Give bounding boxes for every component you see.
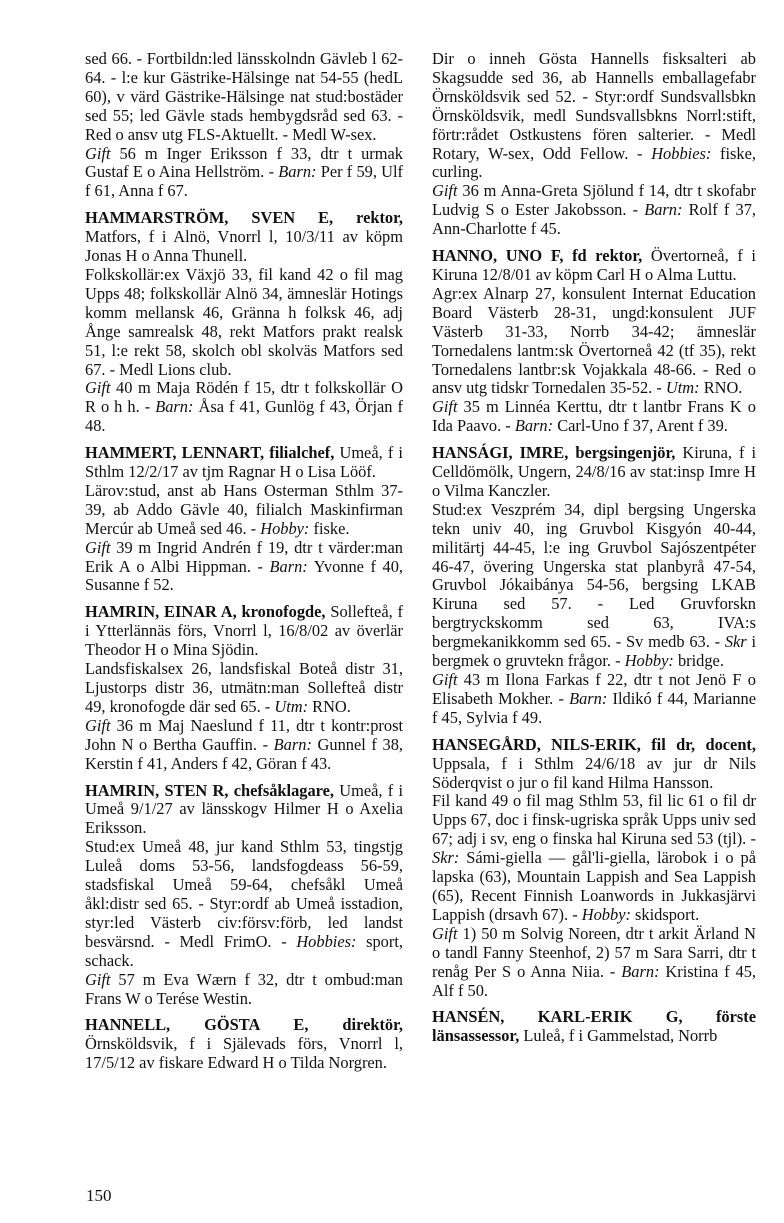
entry-family: [432, 925, 756, 1001]
entry-heading: HAMRIN, EINAR A, kronofogde,: [85, 602, 326, 622]
page-number: 150: [86, 1186, 112, 1205]
entry-career: [432, 285, 756, 398]
entry-heading-line: [432, 1008, 756, 1046]
entry-heading: HANSÁGI, IMRE, bergsingenjör,: [432, 443, 676, 463]
entry-career: [85, 838, 403, 970]
entry-birth: Umeå, f i Sthlm 12/2/17 av tjm Ragnar H o Lisa Lööf.: [85, 443, 403, 482]
entry-text: [85, 50, 403, 201]
entry-career: [432, 792, 756, 924]
entry-hansagi: [432, 444, 756, 728]
entry-heading: HAMMERT, LENNART, filialchef,: [85, 443, 335, 463]
entry-spouse: 57 m Eva Wærn f 32, dtr t ombud:man Frans W o Terése Westin.: [85, 969, 403, 1008]
label-gift: Gift: [85, 378, 111, 398]
entry-career: Folkskollär:ex Växjö 33, fil kand 42 o fil mag Upps 48; folkskollär Alnö 34, ämneslär Hotings komm mellansk 46, Gränna h folksk 46, adj Ånge samrealsk 48, rekt Matfors prakt realsk 51, l:e rekt 58, skolch obl skolväs Matfors sed 67. - Medl Lions club.: [85, 264, 403, 379]
entry-birth: Örnsköldsvik, f i Själevads förs, Vnorrl l, 17/5/12 av fiskare Edward H o Tilda Norgren.: [85, 1034, 403, 1073]
label-utm: Utm:: [274, 696, 309, 716]
entry-career-text: Dir o inneh Gösta Hannells fisksalteri ab Skagsudde sed 36, ab Hannells emballagefabr Örnsköldsvik sed 52. - Styr:ordf Sundsvallsbkn Örnsköldsvik, medl Sundsvallsbkns Norrl:stift, förtr:rådet Ostkustens fören salterier. - Medl Rotary, W-sex, Odd Fellow. -: [432, 49, 756, 163]
entry-career-text: Stud:ex Veszprém 34, dipl bergsing Ungerska tekn univ 40, ing Gruvbol Kisgyón 40-44, militärtj 44-45, l:e ing Gruvbol Sajószentpéter 46-47, övering Ungerska stat planbyrå 47-54, Gruvbol Jókaibánya 54-56, bergsing LKAB Kiruna sed 57. - Led Gruvforskn bergtryckskomm sed 63, IVA:s bergmekanikkomm sed 65. - Sv medb 63. -: [432, 499, 756, 652]
left-column: [85, 50, 403, 1073]
entry-family: [432, 398, 756, 436]
entry-hobby: bridge.: [673, 651, 724, 671]
entry-career: sed 66. - Fortbildn:led länsskolndn Gävleb l 62-64. - l:e kur Gästrike-Hälsinge nat 54-55 (hedL 60), v värd Gästrike-Hälsinge nat stud:bostäder sed 55; led Gävle stads hembygdsråd sed 63. - Red o ansv utg FLS-Aktuellt. - Medl W-sex.: [85, 49, 403, 144]
entry-heading-line: [432, 247, 756, 285]
entry-career-text: Fil kand 49 o fil mag Sthlm 53, fil lic 61 o fil dr Upps 67, doc i finsk-ugriska språk Upps univ sed 67; adj i sv, eng o finska hal Kiruna sed 53 (tjl). -: [432, 791, 756, 849]
entry-spouse: 35 m Linnéa Kerttu, dtr t lantbr Frans K o Ida Paavo. -: [432, 397, 756, 436]
entry-family: [85, 539, 403, 596]
entry-writings: i bergmek o gruvtekn frågor. -: [432, 632, 756, 671]
entry-family: [85, 379, 403, 436]
entry-spouse: 36 m Anna-Greta Sjölund f 14, dtr t skofabr Ludvig S o Ester Jakobsson. -: [432, 181, 756, 220]
label-gift: Gift: [432, 670, 458, 689]
entry-children: Gunnel f 38, Kerstin f 41, Anders f 42, Göran f 43.: [85, 734, 403, 773]
entry-honors: RNO.: [308, 696, 351, 716]
label-barn: Barn:: [269, 556, 308, 576]
entry-honors: RNO.: [699, 378, 743, 398]
entry-hammarstrom: [85, 209, 403, 436]
entry-children: Kristina f 45, Alf f 50.: [432, 961, 756, 1000]
entry-children: Yvonne f 40, Susanne f 52.: [85, 556, 403, 595]
right-column: [432, 50, 756, 1046]
entry-career: [432, 50, 756, 182]
label-gift: Gift: [432, 397, 458, 417]
entry-children: Åsa f 41, Gunlög f 43, Örjan f 48.: [85, 397, 403, 436]
entry-birth: Uppsala, f i Sthlm 24/6/18 av jur dr Nils Söderqvist o jur o fil kand Hilma Hansson.: [432, 753, 756, 792]
label-gift: Gift: [432, 923, 458, 943]
label-barn: Barn:: [155, 397, 194, 417]
entry-heading-line: [432, 444, 756, 501]
entry-children: Carl-Uno f 37, Arent f 39.: [553, 416, 728, 436]
label-gift: Gift: [85, 537, 111, 557]
entry-heading-line: [85, 782, 403, 839]
label-gift: Gift: [85, 969, 111, 989]
entry-heading-line: [85, 209, 403, 266]
entry-spouse: 1) 50 m Solvig Noreen, dtr t arkit Ärland N o tandl Fanny Steenhof, 2) 57 m Sara Sarri, dtr t renåg Per S o Anna Niia. -: [432, 923, 756, 981]
label-barn: Barn:: [621, 961, 660, 981]
entry-spouse: 40 m Maja Rödén f 15, dtr t folkskollär O R o h h. -: [85, 378, 403, 417]
entry-birth: Övertorneå, f i Kiruna 12/8/01 av köpm Carl H o Alma Luttu.: [432, 246, 756, 284]
label-hobbies: Hobbies:: [651, 143, 712, 163]
label-barn: Barn:: [644, 200, 683, 220]
label-utm: Utm:: [665, 378, 700, 398]
entry-continuation: [85, 50, 403, 201]
label-barn: Barn:: [278, 162, 317, 182]
entry-hobby: skidsport.: [630, 904, 700, 924]
entry-hobby: fiske.: [309, 518, 350, 538]
entry-heading: HAMMARSTRÖM, SVEN E, rektor,: [85, 208, 403, 228]
entry-children: Ildikó f 44, Marianne f 45, Sylvia f 49.: [432, 688, 756, 727]
label-skr: Skr:: [432, 848, 460, 868]
entry-career-text: Stud:ex Umeå 48, jur kand Sthlm 53, tingstjg Luleå doms 53-56, landsfogdeass 56-59, stadsfiskal Umeå 59-64, chefsåkl Umeå åkl:distr sed 65. - Styr:ordf ab Umeå isstadion, styr:led Västerb civ:försv:förb, led landst besvärsnd. - Medl FrimO. -: [85, 837, 403, 951]
entry-career-text: Landsfiskalsex 26, landsfiskal Boteå distr 31, Ljustorps distr 36, utmätn:man Sollefteå distr 49, kronofogde där sed 65. -: [85, 659, 403, 716]
entry-birth: Matfors, f i Alnö, Vnorrl l, 10/3/11 av köpm Jonas H o Anna Thunell.: [85, 227, 403, 266]
entry-heading: HANNO, UNO F, fd rektor,: [432, 246, 643, 266]
entry-hobbies: sport, schack.: [85, 931, 403, 970]
label-gift: Gift: [432, 181, 458, 201]
label-gift: Gift: [85, 143, 111, 163]
entry-spouse: 36 m Maj Naeslund f 11, dtr t kontr:prost John N o Bertha Gauffin. -: [85, 715, 403, 754]
entry-birth: Umeå, f i Umeå 9/1/27 av länsskogv Hilmer H o Axelia Eriksson.: [85, 780, 403, 838]
entry-children: Rolf f 37, Ann-Charlotte f 45.: [432, 200, 756, 239]
label-hobby: Hobby:: [581, 904, 631, 924]
entry-family: [432, 182, 756, 239]
entry-birth: Kiruna, f i Celldömölk, Ungern, 24/8/16 av stat:insp Imre H o Vilma Kanczler.: [432, 443, 757, 500]
entry-heading: HAMRIN, STEN R, chefsåklagare,: [85, 780, 335, 800]
entry-heading: HANSÉN, KARL-ERIK G, förste länsassessor,: [432, 1007, 756, 1046]
entry-writings: Sámi-giella — gål'li-giella, lärobok i o på lapska (63), Mountain Lappish and Sea Lappish (65), Recent Finnish Loanwords in Jukkasjärvi Lappish (drsavh 67). -: [432, 848, 756, 924]
entry-hamrin-sten: [85, 782, 403, 1009]
entry-spouse: 39 m Ingrid Andrén f 19, dtr t värder:man Erik A o Albi Hippman. -: [85, 537, 403, 576]
entry-heading-line: [85, 603, 403, 660]
entry-family: [85, 717, 403, 774]
entry-children: Per f 59, Ulf f 61, Anna f 67.: [85, 162, 403, 201]
entry-heading-line: [432, 736, 756, 793]
entry-birth: Luleå, f i Gammelstad, Norrb: [519, 1026, 718, 1046]
entry-hanno: [432, 247, 756, 436]
label-barn: Barn:: [514, 416, 554, 436]
entry-birth: Sollefteå, f i Ytterlännäs förs, Vnorrl l, 16/8/02 av överlär Theodor H o Mina Sjödin.: [85, 602, 403, 660]
entry-hannell: [85, 1016, 403, 1073]
label-hobbies: Hobbies:: [296, 931, 357, 951]
entry-spouse: 56 m Inger Eriksson f 33, dtr t urmak Gustaf E o Aina Hellström. -: [85, 143, 403, 182]
entry-hansen: [432, 1008, 756, 1046]
entry-spouse: 43 m Ilona Farkas f 22, dtr t not Jenö F o Elisabeth Mokher. -: [432, 670, 756, 708]
entry-heading-line: [85, 444, 403, 482]
label-gift: Gift: [85, 715, 111, 735]
label-skr: Skr: [724, 632, 747, 652]
entry-hobbies: fiske, curling.: [432, 143, 756, 182]
entry-career: [432, 501, 756, 671]
entry-hansegard: [432, 736, 756, 1001]
label-hobby: Hobby:: [260, 518, 310, 538]
entry-family: [85, 971, 403, 1009]
label-barn: Barn:: [273, 734, 312, 754]
label-barn: Barn:: [569, 688, 608, 708]
entry-hannell-continued: [432, 50, 756, 239]
entry-heading-line: [85, 1016, 403, 1073]
entry-career: [85, 660, 403, 717]
entry-career-text: Lärov:stud, anst ab Hans Osterman Sthlm 37-39, ab Addo Gävle 40, filialch Maskinfirman Mercúr ab Umeå sed 46. -: [85, 480, 403, 538]
entry-hamrin-einar: [85, 603, 403, 773]
label-hobby: Hobby:: [624, 651, 674, 671]
entry-career: [85, 482, 403, 539]
entry-hammert: [85, 444, 403, 595]
entry-career-text: Agr:ex Alnarp 27, konsulent Internat Education Board Västerb 28-31, ungd:konsulent JUF Västerb 31-33, Norrb 34-42; ämneslär Tornedalens lantm:sk Övertorneå 42 (tf 35), rekt Tornedalens lantbr:sk Vojakkala 48-66. - Red o ansv utg tidskr Tornedalen 35-52. -: [432, 283, 756, 398]
entry-family: [432, 671, 756, 728]
entry-heading: HANSEGÅRD, NILS-ERIK, fil dr, docent,: [432, 734, 756, 754]
entry-heading: HANNELL, GÖSTA E, direktör,: [85, 1015, 403, 1035]
